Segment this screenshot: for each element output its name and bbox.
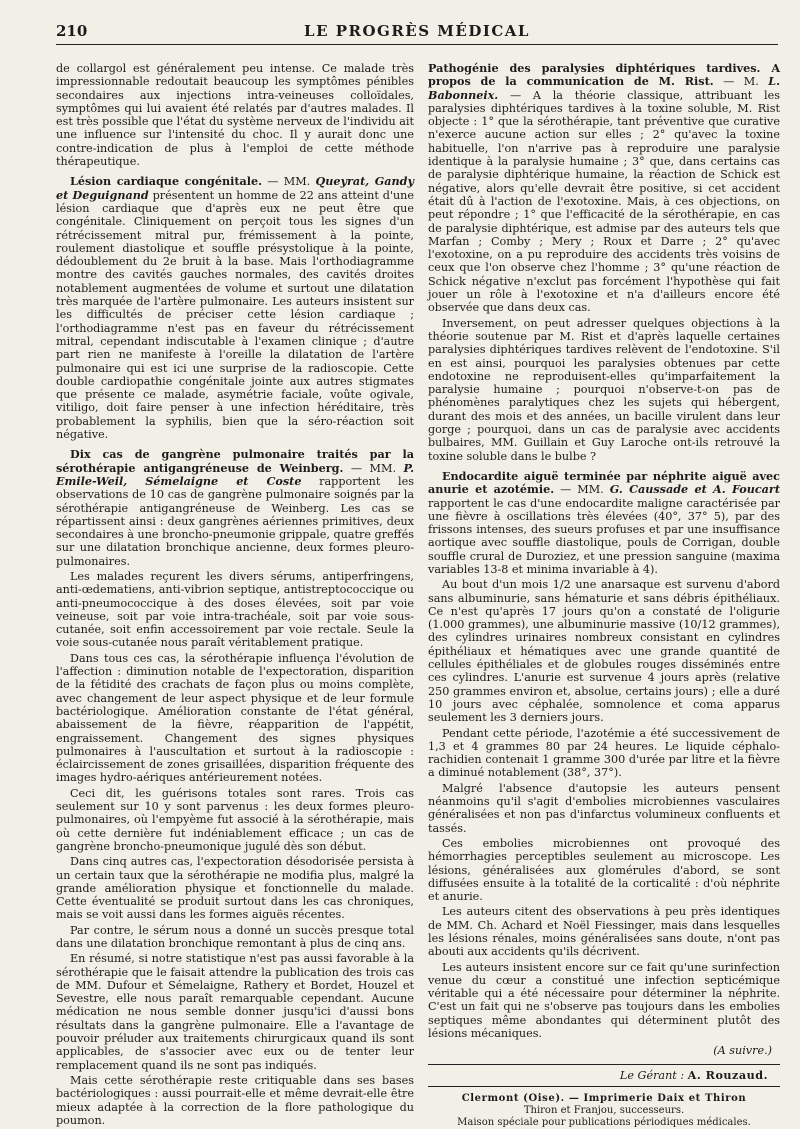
paragraph: Dans cinq autres cas, l'expectoration désodorisée persista à un certain taux que la sérothérapie ne modifia plus, malgré la grande amélioration physique et fonctionnelle du malade. Cette éventualité se produit surtout dans les cas chroniques, mais se voit aussi dans les formes aiguës récentes. xyxy=(56,855,414,922)
paragraph: Au bout d'un mois 1/2 une anarsaque est survenu d'abord sans albuminurie, sans hématurie et sans débris épithéliaux. Ce n'est qu'après 17 jours qu'on a constaté de l'oligurie (1.000 grammes), une albuminurie massive (10/12 grammes), des cylindres urinaires nombreux consistant en cylindres épithéliaux et hématiques avec une grande quantité de cellules épithéliales et de globules rouges disséminés entre ces cylindres. L'anurie est survenue 4 jours après (relative 250 grammes environ et, absolue, certains jours) ; elle a duré 10 jours avec céphalée, somnolence et coma apparus seulement les 3 derniers jours. xyxy=(428,578,780,725)
article-text: — A la théorie classique, attribuant les paralysies diphtériques tardives à la toxine soluble, M. Rist objecte : 1° que la sérothérapie, tant préventive que curative n'exerce aucune action sur elles ; 2° qu'avec la toxine habituelle, l'on n'arrive pas à reproduire une paralysie identique à la paralysie humaine ; 3° que, dans certains cas de paralysie diphtérique humaine, la réaction de Schick est négative, alors qu'elle devrait être positive, si cet accident était dû à l'action de l'exotoxine. Mais, à ces objections, on peut répondre ; 1° que l'efficacité de la sérothérapie, en cas de paralysie diphtérique, est admise par des auteurs tels que Marfan ; Comby ; Mery ; Roux et Darre ; 2° qu'avec l'exotoxine, on a pu reproduire des accidents très voisins de ceux que l'on observe chez l'homme ; 3° qu'une réaction de Schick négative n'exclut pas forcément l'hypothèse qui fait jouer un rôle à l'exotoxine et n'a d'ailleurs encore été observée que dans deux cas. xyxy=(428,88,780,315)
paragraph: Mais cette sérothérapie reste critiquable dans ses bases bactériologiques : aussi pourrait-elle et même devrait-elle être mieux adaptée à la correction de la flore pathologique du poumon. xyxy=(56,1073,414,1127)
paragraph: Les auteurs insistent encore sur ce fait qu'une surinfection venue du cœur a constitué une infection septicémique véritable qui a été nécessaire pour déterminer la néphrite. C'est un fait qui ne s'observe pas toujours dans les embolies septiques même abondantes qui déterminent plutôt des lésions mécaniques. xyxy=(428,960,780,1041)
journal-title: LE PROGRÈS MÉDICAL xyxy=(304,22,530,40)
paragraph: Dans tous ces cas, la sérothérapie influença l'évolution de l'affection : diminution notable de l'expectoration, disparition de la fétidité des crachats de façon plus ou moins complète, avec changement de leur aspect physique et de leur formule bactériologique. Amélioration constante de l'état général, abaissement de la fièvre, réapparition de l'appétit, engraissement. Changement des signes physiques pulmonaires à l'auscultation et surtout à la radioscopie : éclaircissement de zones grisaillées, disparition fréquente des images hydro-aériques antérieurement notées. xyxy=(56,651,414,785)
paragraph: Inversement, on peut adresser quelques objections à la théorie soutenue par M. Rist et d'après laquelle certaines paralysies diphtériques tardives relèvent de l'endotoxine. S'il en est ainsi, pourquoi les paralysies obtenues par cette endotoxine ne reproduisent-elles qu'imparfaitement la paralysie humaine ; pourquoi n'observe-t-on pas de phénomènes paralytiques chez les sujets qui hébergent, durant des mois et des années, un bacille virulent dans leur gorge ; pourquoi, dans un cas de paralysie avec accidents bulbaires, MM. Guillain et Guy Laroche ont-ils retrouvé la toxine soluble dans le bulbe ? xyxy=(428,316,780,463)
article-congenital-heart-lesion xyxy=(56,175,414,441)
article-dash: — MM. xyxy=(554,483,610,497)
article-heading: Endocardite aiguë terminée par néphrite aiguë avec anurie et azotémie. xyxy=(428,468,780,497)
gerant-name: A. Rouzaud. xyxy=(687,1067,768,1082)
imprint-line: Thiron et Franjou, successeurs. xyxy=(523,1104,685,1116)
right-column xyxy=(428,61,780,1128)
paragraph: Par contre, le sérum nous a donné un succès presque total dans une dilatation bronchique remontant à plus de cinq ans. xyxy=(56,923,414,950)
to-be-continued: (A suivre.) xyxy=(713,1044,772,1058)
article-dash: — M. xyxy=(713,75,769,89)
article-diphtheria-paralysis xyxy=(428,62,780,315)
paragraph: Ceci dit, les guérisons totales sont rares. Trois cas seulement sur 10 y sont parvenus : les deux formes pleuro-pulmonaires, où l'empyème fut associé à la sérothérapie, mais où cette dernière fut indéniablement efficace ; un cas de gangrène broncho-pneumonique jugulé dès son début. xyxy=(56,786,414,853)
paragraph: En résumé, si notre statistique n'est pas aussi favorable à la sérothérapie que le faisait attendre la publication des trois cas de MM. Dufour et Sémelaigne, Rathery et Bordet, Houzel et Sevestre, elle nous paraît remarquable cependant. Aucune médication ne nous semble donner jusqu'ici d'aussi bons résultats dans la gangrène pulmonaire. Elle a l'avantage de pouvoir préluder aux traitements chirurgicaux quand ils sont applicables, de s'associer avec eux ou de tenter leur remplacement quand ils ne sont pas indiqués. xyxy=(56,952,414,1072)
article-text: rapportent le cas d'une endocardite maligne caractérisée par une fièvre à oscillations très élevées (40°, 37° 5), par des frissons intenses, des sueurs profuses et par une insuffisance aortique avec souffle diastolique, pouls de Corrigan, double souffle crural de Duroziez, et une pression sanguine (maxima variables 13-8 et minima invariable à 4). xyxy=(428,496,780,576)
printer-imprint xyxy=(428,1093,780,1129)
article-dash: — MM. xyxy=(262,175,316,189)
article-heading: Pathogénie des paralysies diphtériques tardives. A propos de la communication de M. Rist. xyxy=(428,61,780,89)
article-text: présentent un homme de 22 ans atteint d'une lésion cardiaque que d'après eux ne peut être que congénitale. Cliniquement on perçoit tous les signes d'un rétrécissement mitral pur, frémissement à la pointe, roulement diastolique et souffle présystolique à la pointe, dédoublement du 2e bruit à la base. Mais l'orthodiagramme montre des cavités gauches normales, des cavités droites notablement augmentées de volume et surtout une dilatation très marquée de l'artère pulmonaire. Les auteurs insistent sur les difficultés de préciser cette lésion cardiaque ; l'orthodiagramme n'est pas en faveur du rétrécissement mitral, cependant indiscutable à l'examen clinique ; d'autre part rien ne manifeste à l'oreille la dilatation de l'artère pulmonaire qui est ici une surprise de la radioscopie. Cette double cardiopathie congénitale jointe aux autres stigmates que présente ce malade, asymétrie faciale, voûte ogivale, vitiligo, doit faire penser à une infection héréditaire, très probablement la syphilis, bien que la séro-réaction soit négative. xyxy=(56,188,414,442)
paragraph: Les auteurs citent des observations à peu près identiques de MM. Ch. Achard et Noël Fiessinger, mais dans lesquelles les lésions rénales, moins généralisées sans doute, n'ont pas abouti aux accidents qu'ils décrivent. xyxy=(428,905,780,959)
paragraph: Les malades reçurent les divers sérums, antiperfringens, anti-œdematiens, anti-vibrion septique, antistreptococcique ou anti-pneumococcique à des doses élevées, soit par voie veineuse, soit par voie intra-trachéale, soit par voie sous-cutanée, soit enfin accessoirement par voie rectale. Seule la voie sous-cutanée nous paraît véritablement pratique. xyxy=(56,569,414,650)
article-text: rapportent les observations de 10 cas de gangrène pulmonaire soignés par la sérothérapie antigangréneuse de Weinberg. Les cas se répartissent ainsi : deux gangrènes aériennes primitives, deux secondaires à une broncho-pneumonie grippale, quatre greffés sur une dilatation bronchique ancienne, deux formes pleuro-pulmonaires. xyxy=(56,474,414,568)
page-header xyxy=(56,18,778,45)
imprint-line: Clermont (Oise). — Imprimerie Daix et Thiron xyxy=(461,1092,747,1104)
article-authors: P. Emile-Weil, Sémelaigne et Coste xyxy=(56,460,415,488)
paragraph: Malgré l'absence d'autopsie les auteurs pensent néanmoins qu'il s'agit d'embolies microbiennes vasculaires généralisées et non pas d'infarctus volumineux confluents et tassés. xyxy=(428,781,780,835)
article-pulmonary-gangrene xyxy=(56,448,414,568)
page-number: 210 xyxy=(56,22,88,40)
imprint-line: Maison spéciale pour publications périodiques médicales. xyxy=(457,1116,751,1128)
paragraph: Pendant cette période, l'azotémie a été successivement de 1,3 et 4 grammes 80 par 24 heures. Le liquide céphalo-rachidien contenait 1 gramme 300 d'urée par litre et la fièvre a diminué notablement (38°, 37°). xyxy=(428,726,780,780)
article-authors: Queyrat, Gandy et Deguignand xyxy=(56,174,414,202)
managing-editor xyxy=(428,1069,780,1087)
article-acute-endocarditis xyxy=(428,470,780,576)
left-column xyxy=(56,62,415,1127)
paragraph: de collargol est généralement peu intense. Ce malade très impressionnable redoutait beaucoup les symptômes pénibles secondaires aux injections intra-veineuses colloïdales, symptômes qui lui avaient été relatés par d'autres malades. Il est très possible que l'état du système nerveux de l'individu ait une influence sur l'intensité du choc. Il y aurait donc une contre-indication de plus à l'emploi de cette méthode thérapeutique. xyxy=(56,62,414,169)
article-heading: Dix cas de gangrène pulmonaire traités par la sérothérapie antigangréneuse de Weinberg. xyxy=(56,447,414,475)
paragraph: Ces embolies microbiennes ont provoqué des hémorrhagies perceptibles seulement au microscope. Les lésions, généralisées aux glomérules d'abord, se sont diffusées ensuite à la totalité de la corticalité : d'où néphrite et anurie. xyxy=(428,836,780,904)
article-authors: G. Caussade et A. Foucart xyxy=(609,482,780,497)
article-authors: L. Babonneix. xyxy=(428,74,780,102)
gerant-label: Le Gérant : xyxy=(619,1068,688,1082)
article-heading: Lésion cardiaque congénitale. xyxy=(70,174,263,189)
article-dash: — MM. xyxy=(343,461,404,475)
